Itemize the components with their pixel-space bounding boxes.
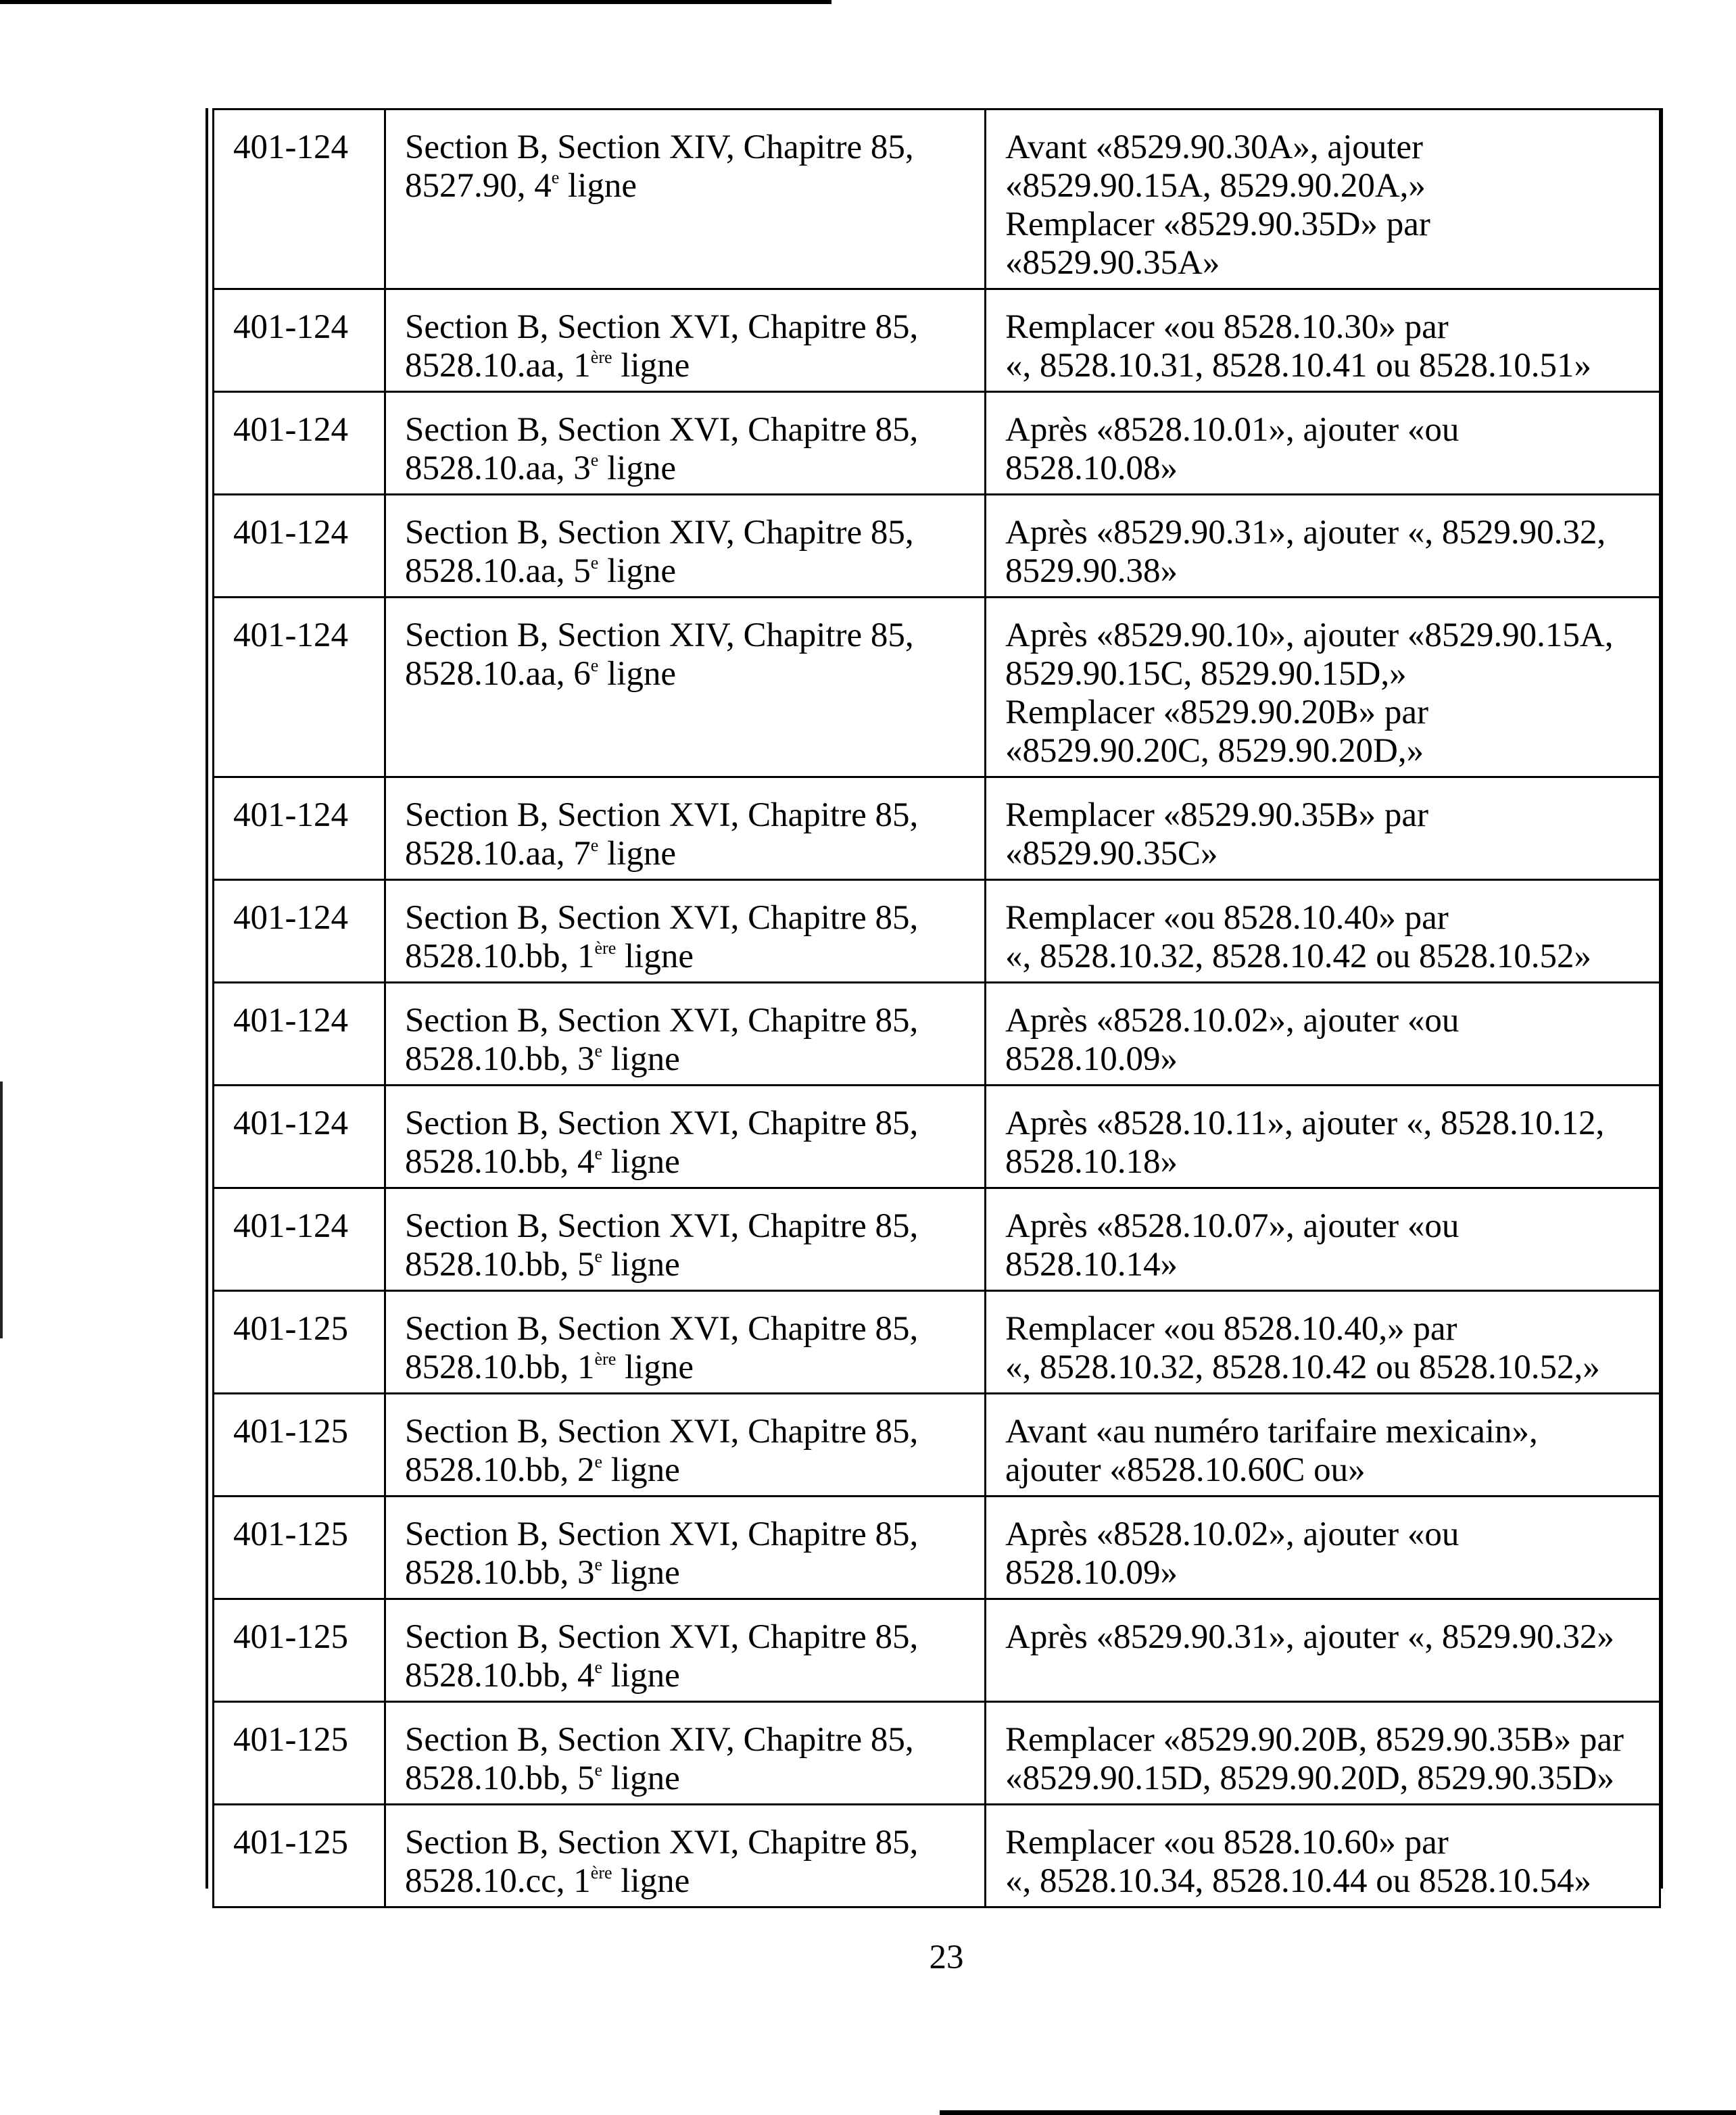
- table-row: [214, 495, 1660, 598]
- location-line: Section B, Section XVI, Chapitre 85,: [405, 1104, 919, 1142]
- page-reference: 401-124: [233, 1104, 348, 1142]
- location-line: [405, 1554, 965, 1593]
- table-row: [214, 598, 1660, 777]
- amendment-line: Remplacer «ou 8528.10.30» par: [1005, 308, 1449, 346]
- amendment-line: «8529.90.20C, 8529.90.20D,»: [1005, 732, 1424, 770]
- location-line: [405, 1862, 965, 1901]
- line-word: ligne: [602, 1554, 680, 1592]
- location-line: [405, 655, 965, 694]
- line-word: ligne: [559, 167, 637, 205]
- line-word: ligne: [612, 347, 690, 385]
- amendment-line: «, 8528.10.32, 8528.10.42 ou 8528.10.52,»: [1005, 1348, 1600, 1386]
- tariff-item: 8528.10.bb, 4: [405, 1657, 595, 1695]
- table-row: [214, 1599, 1660, 1702]
- amendment-cell: [986, 777, 1660, 880]
- line-word: ligne: [598, 552, 677, 590]
- location-line: [405, 552, 965, 591]
- location-line: Section B, Section XIV, Chapitre 85,: [405, 1721, 914, 1759]
- table-row: [214, 1291, 1660, 1394]
- location-cell: [385, 1086, 986, 1188]
- amendment-cell: [986, 1086, 1660, 1188]
- amendment-cell: [986, 1805, 1660, 1907]
- location-line: Section B, Section XVI, Chapitre 85,: [405, 899, 919, 937]
- location-line: Section B, Section XVI, Chapitre 85,: [405, 411, 919, 449]
- amendment-line: Avant «au numéro tarifaire mexicain»,: [1005, 1413, 1538, 1451]
- amendment-line: «, 8528.10.34, 8528.10.44 ou 8528.10.54»: [1005, 1862, 1591, 1900]
- amendment-line: «, 8528.10.32, 8528.10.42 ou 8528.10.52»: [1005, 938, 1591, 975]
- amendment-line: Remplacer «8529.90.35B» par: [1005, 796, 1429, 834]
- location-cell: [385, 1599, 986, 1702]
- page-reference: 401-125: [233, 1618, 348, 1656]
- tariff-item: 8528.10.aa, 3: [405, 449, 591, 487]
- ordinal-suffix: e: [590, 835, 599, 855]
- location-line: Section B, Section XVI, Chapitre 85,: [405, 1618, 919, 1656]
- tariff-item: 8528.10.bb, 5: [405, 1759, 595, 1797]
- line-word: ligne: [598, 835, 677, 873]
- location-line: Section B, Section XVI, Chapitre 85,: [405, 796, 919, 834]
- table-row: [214, 1188, 1660, 1291]
- page-reference-cell: [214, 289, 385, 392]
- ordinal-suffix: e: [594, 1246, 603, 1266]
- location-line: Section B, Section XVI, Chapitre 85,: [405, 308, 919, 346]
- tariff-item: 8528.10.aa, 1: [405, 347, 591, 385]
- page-reference-cell: [214, 777, 385, 880]
- location-line: Section B, Section XVI, Chapitre 85,: [405, 1207, 919, 1245]
- location-line: [405, 167, 965, 205]
- tariff-item: 8528.10.bb, 2: [405, 1451, 595, 1489]
- amendment-line: «8529.90.15D, 8529.90.20D, 8529.90.35D»: [1005, 1759, 1614, 1797]
- line-word: ligne: [602, 1657, 680, 1695]
- page-reference: 401-124: [233, 796, 348, 834]
- ordinal-suffix: e: [594, 1657, 603, 1677]
- location-cell: [385, 289, 986, 392]
- amendment-line: Remplacer «ou 8528.10.60» par: [1005, 1824, 1449, 1862]
- location-cell: [385, 1291, 986, 1394]
- amendment-cell: [986, 1394, 1660, 1497]
- ordinal-suffix: e: [590, 656, 599, 675]
- location-line: [405, 1246, 965, 1284]
- tariff-item: 8528.10.aa, 6: [405, 655, 591, 693]
- amendment-line: «8529.90.15A, 8529.90.20A,»: [1005, 167, 1426, 205]
- page-reference-cell: [214, 1599, 385, 1702]
- location-cell: [385, 777, 986, 880]
- amendment-cell: [986, 1188, 1660, 1291]
- amendment-line: Remplacer «8529.90.35D» par: [1005, 205, 1430, 243]
- tariff-item: 8528.10.cc, 1: [405, 1862, 591, 1900]
- page-reference: 401-124: [233, 411, 348, 449]
- page-reference-cell: [214, 880, 385, 983]
- amendments-table: [212, 108, 1661, 1908]
- line-word: ligne: [616, 938, 694, 975]
- page-reference: 401-124: [233, 128, 348, 166]
- location-cell: [385, 598, 986, 777]
- tariff-item: 8528.10.bb, 5: [405, 1246, 595, 1284]
- amendment-cell: [986, 392, 1660, 495]
- line-word: ligne: [598, 655, 677, 693]
- page-reference: 401-125: [233, 1721, 348, 1759]
- amendment-cell: [986, 598, 1660, 777]
- amendment-line: Après «8528.10.07», ajouter «ou: [1005, 1207, 1460, 1245]
- amendment-line: 8528.10.08»: [1005, 449, 1178, 487]
- amendment-line: Après «8528.10.11», ajouter «, 8528.10.12,: [1005, 1104, 1605, 1142]
- top-scan-rule: [0, 0, 831, 4]
- page-reference: 401-124: [233, 514, 348, 552]
- location-line: Section B, Section XVI, Chapitre 85,: [405, 1413, 919, 1451]
- location-line: Section B, Section XIV, Chapitre 85,: [405, 128, 914, 166]
- amendment-line: Après «8528.10.01», ajouter «ou: [1005, 411, 1460, 449]
- amendment-cell: [986, 880, 1660, 983]
- location-line: Section B, Section XVI, Chapitre 85,: [405, 1515, 919, 1553]
- line-word: ligne: [602, 1759, 680, 1797]
- location-line: [405, 1143, 965, 1182]
- page-reference-cell: [214, 1188, 385, 1291]
- amendment-line: Après «8528.10.02», ajouter «ou: [1005, 1002, 1460, 1040]
- table-row: [214, 392, 1660, 495]
- amendment-line: Après «8529.90.10», ajouter «8529.90.15A,: [1005, 616, 1614, 654]
- table-row: [214, 1394, 1660, 1497]
- ordinal-suffix: ère: [590, 347, 612, 367]
- location-cell: [385, 1497, 986, 1599]
- amendments-table-body: [214, 110, 1660, 1907]
- amendment-line: 8528.10.14»: [1005, 1246, 1178, 1284]
- left-scan-mark: [0, 1081, 3, 1338]
- table-row: [214, 1702, 1660, 1805]
- location-line: Section B, Section XIV, Chapitre 85,: [405, 514, 914, 552]
- line-word: ligne: [602, 1143, 680, 1181]
- tariff-item: 8528.10.aa, 7: [405, 835, 591, 873]
- line-word: ligne: [598, 449, 677, 487]
- location-line: [405, 449, 965, 488]
- ordinal-suffix: e: [590, 553, 599, 573]
- tariff-item: 8528.10.bb, 1: [405, 1348, 595, 1386]
- table-row: [214, 1805, 1660, 1907]
- amendment-line: 8528.10.09»: [1005, 1554, 1178, 1592]
- line-word: ligne: [602, 1451, 680, 1489]
- location-line: [405, 1040, 965, 1079]
- amendment-line: Remplacer «8529.90.20B» par: [1005, 694, 1429, 731]
- page-reference: 401-124: [233, 1002, 348, 1040]
- page-reference-cell: [214, 1394, 385, 1497]
- page-reference: 401-125: [233, 1824, 348, 1862]
- amendment-cell: [986, 1702, 1660, 1805]
- page-reference-cell: [214, 392, 385, 495]
- ordinal-suffix: ère: [594, 938, 617, 958]
- table-row: [214, 1086, 1660, 1188]
- tariff-item: 8528.10.bb, 3: [405, 1554, 595, 1592]
- tariff-item: 8527.90, 4: [405, 167, 552, 205]
- page-reference-cell: [214, 598, 385, 777]
- amendment-cell: [986, 1291, 1660, 1394]
- tariff-item: 8528.10.bb, 3: [405, 1040, 595, 1078]
- table-row: [214, 983, 1660, 1086]
- page-reference: 401-124: [233, 308, 348, 346]
- location-line: [405, 1348, 965, 1387]
- location-line: [405, 835, 965, 873]
- page-reference-cell: [214, 1805, 385, 1907]
- page-reference: 401-124: [233, 616, 348, 654]
- amendment-cell: [986, 1497, 1660, 1599]
- amendment-cell: [986, 495, 1660, 598]
- amendment-line: 8528.10.09»: [1005, 1040, 1178, 1078]
- amendment-line: 8529.90.15C, 8529.90.15D,»: [1005, 655, 1407, 693]
- location-cell: [385, 880, 986, 983]
- amendment-line: «, 8528.10.31, 8528.10.41 ou 8528.10.51»: [1005, 347, 1591, 385]
- amendment-cell: [986, 110, 1660, 289]
- amendment-line: Après «8529.90.31», ajouter «, 8529.90.32,: [1005, 514, 1606, 552]
- ordinal-suffix: e: [594, 1452, 603, 1472]
- amendment-line: Remplacer «8529.90.20B, 8529.90.35B» par: [1005, 1721, 1624, 1759]
- bottom-scan-rule: [940, 2110, 1736, 2115]
- location-line: [405, 1759, 965, 1798]
- page-reference-cell: [214, 1497, 385, 1599]
- location-cell: [385, 1805, 986, 1907]
- ordinal-suffix: e: [594, 1144, 603, 1163]
- location-cell: [385, 110, 986, 289]
- table-row: [214, 880, 1660, 983]
- line-word: ligne: [602, 1246, 680, 1284]
- page-reference: 401-125: [233, 1413, 348, 1451]
- amendment-line: «8529.90.35C»: [1005, 835, 1218, 873]
- page-reference: 401-125: [233, 1515, 348, 1553]
- location-line: Section B, Section XVI, Chapitre 85,: [405, 1002, 919, 1040]
- amendment-line: Remplacer «ou 8528.10.40,» par: [1005, 1310, 1457, 1348]
- location-cell: [385, 1394, 986, 1497]
- location-line: [405, 938, 965, 976]
- table-row: [214, 1497, 1660, 1599]
- location-cell: [385, 1188, 986, 1291]
- page-reference-cell: [214, 110, 385, 289]
- location-cell: [385, 1702, 986, 1805]
- line-word: ligne: [616, 1348, 694, 1386]
- page-reference-cell: [214, 1086, 385, 1188]
- ordinal-suffix: e: [594, 1555, 603, 1574]
- page-reference-cell: [214, 1702, 385, 1805]
- ordinal-suffix: e: [551, 168, 560, 187]
- page-reference-cell: [214, 1291, 385, 1394]
- page-reference: 401-124: [233, 899, 348, 937]
- amendment-line: Après «8528.10.02», ajouter «ou: [1005, 1515, 1460, 1553]
- tariff-item: 8528.10.aa, 5: [405, 552, 591, 590]
- location-line: [405, 1451, 965, 1490]
- location-line: [405, 1657, 965, 1695]
- amendment-cell: [986, 1599, 1660, 1702]
- page-reference-cell: [214, 983, 385, 1086]
- amendment-cell: [986, 289, 1660, 392]
- line-word: ligne: [612, 1862, 690, 1900]
- ordinal-suffix: e: [594, 1760, 603, 1780]
- amendment-line: Remplacer «ou 8528.10.40» par: [1005, 899, 1449, 937]
- amendment-line: Avant «8529.90.30A», ajouter: [1005, 128, 1424, 166]
- page-number: 23: [929, 1939, 964, 1976]
- table-row: [214, 289, 1660, 392]
- page-reference: 401-125: [233, 1310, 348, 1348]
- ordinal-suffix: ère: [594, 1349, 617, 1369]
- location-cell: [385, 495, 986, 598]
- table-row: [214, 110, 1660, 289]
- amendment-line: «8529.90.35A»: [1005, 244, 1220, 282]
- amendment-line: Après «8529.90.31», ajouter «, 8529.90.32»: [1005, 1618, 1614, 1656]
- amendment-line: ajouter «8528.10.60C ou»: [1005, 1451, 1366, 1489]
- page-reference-cell: [214, 495, 385, 598]
- location-cell: [385, 983, 986, 1086]
- location-line: [405, 347, 965, 385]
- page-reference: 401-124: [233, 1207, 348, 1245]
- location-cell: [385, 392, 986, 495]
- location-line: Section B, Section XIV, Chapitre 85,: [405, 616, 914, 654]
- tariff-item: 8528.10.bb, 1: [405, 938, 595, 975]
- ordinal-suffix: ère: [590, 1863, 612, 1882]
- tariff-item: 8528.10.bb, 4: [405, 1143, 595, 1181]
- amendment-line: 8528.10.18»: [1005, 1143, 1178, 1181]
- location-line: Section B, Section XVI, Chapitre 85,: [405, 1824, 919, 1862]
- line-word: ligne: [602, 1040, 680, 1078]
- location-line: Section B, Section XVI, Chapitre 85,: [405, 1310, 919, 1348]
- amendment-cell: [986, 983, 1660, 1086]
- amendment-line: 8529.90.38»: [1005, 552, 1178, 590]
- ordinal-suffix: e: [590, 450, 599, 470]
- table-row: [214, 777, 1660, 880]
- ordinal-suffix: e: [594, 1041, 603, 1061]
